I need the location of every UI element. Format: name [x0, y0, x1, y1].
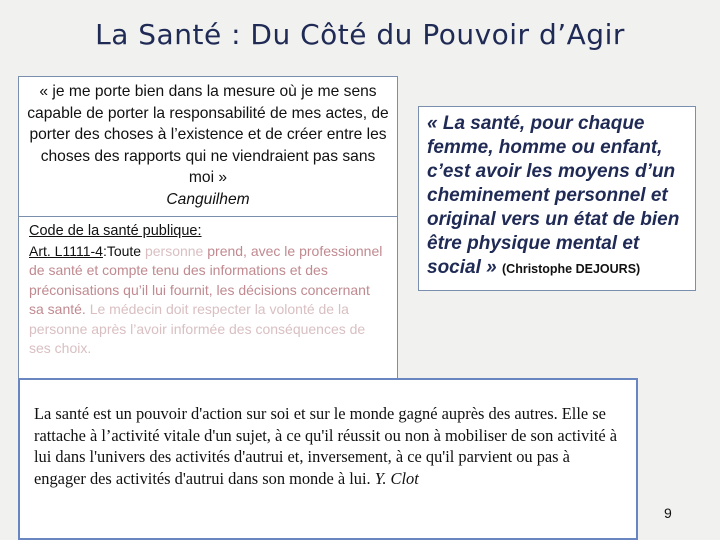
public-health-code-box: [18, 216, 398, 382]
page-number: 9: [664, 505, 672, 521]
canguilhem-author: Canguilhem: [166, 190, 250, 208]
canguilhem-quote-text: « je me porte bien dans la mesure où je me sens capable de porter la responsabilité de mes actes, de porter des choses à l’existence et de créer entre les choses des rapports qui ne viendraient pas sans moi »: [27, 83, 389, 186]
clot-author: Y. Clot: [374, 468, 419, 488]
dejours-quote-box: [418, 106, 696, 291]
article-text-faint-word: personne: [141, 242, 204, 259]
article-text-faint: Le médecin doit respecter la volonté de la personne après l’avoir informée des conséquences de ses choix.: [29, 301, 366, 356]
code-article-text: [29, 242, 387, 359]
slide-title: La Santé : Du Côté du Pouvoir d’Agir: [95, 18, 625, 51]
clot-quote-text: La santé est un pouvoir d'action sur soi et sur le monde gagné auprès des autres. Elle se rattache à l’activité vitale d'un sujet, à ce qu'il réussit ou non à mobiliser de son activité à lui dans l'univers des activités d'autrui et, inversement, à ce qu'il parvient ou pas à engager des activités d'autrui dans son monde à lui.: [34, 404, 618, 488]
article-text-dark: :Toute: [102, 242, 142, 259]
canguilhem-quote-box: [18, 76, 398, 218]
dejours-author: (Christophe DEJOURS): [502, 262, 641, 276]
dejours-quote-text: « La santé, pour chaque femme, homme ou enfant, c’est avoir les moyens d’un cheminement personnel et original vers un état de bien être physique mental et social »: [427, 113, 680, 278]
code-heading: Code de la santé publique:: [29, 223, 202, 239]
article-reference: Art. L1111-4: [29, 242, 103, 259]
clot-quote-box: [18, 378, 638, 540]
article-text-light: prend, avec le professionnel de santé et compte tenu des informations et des préconisations qu’il lui fournit, les décisions concernant sa santé.: [29, 242, 383, 317]
